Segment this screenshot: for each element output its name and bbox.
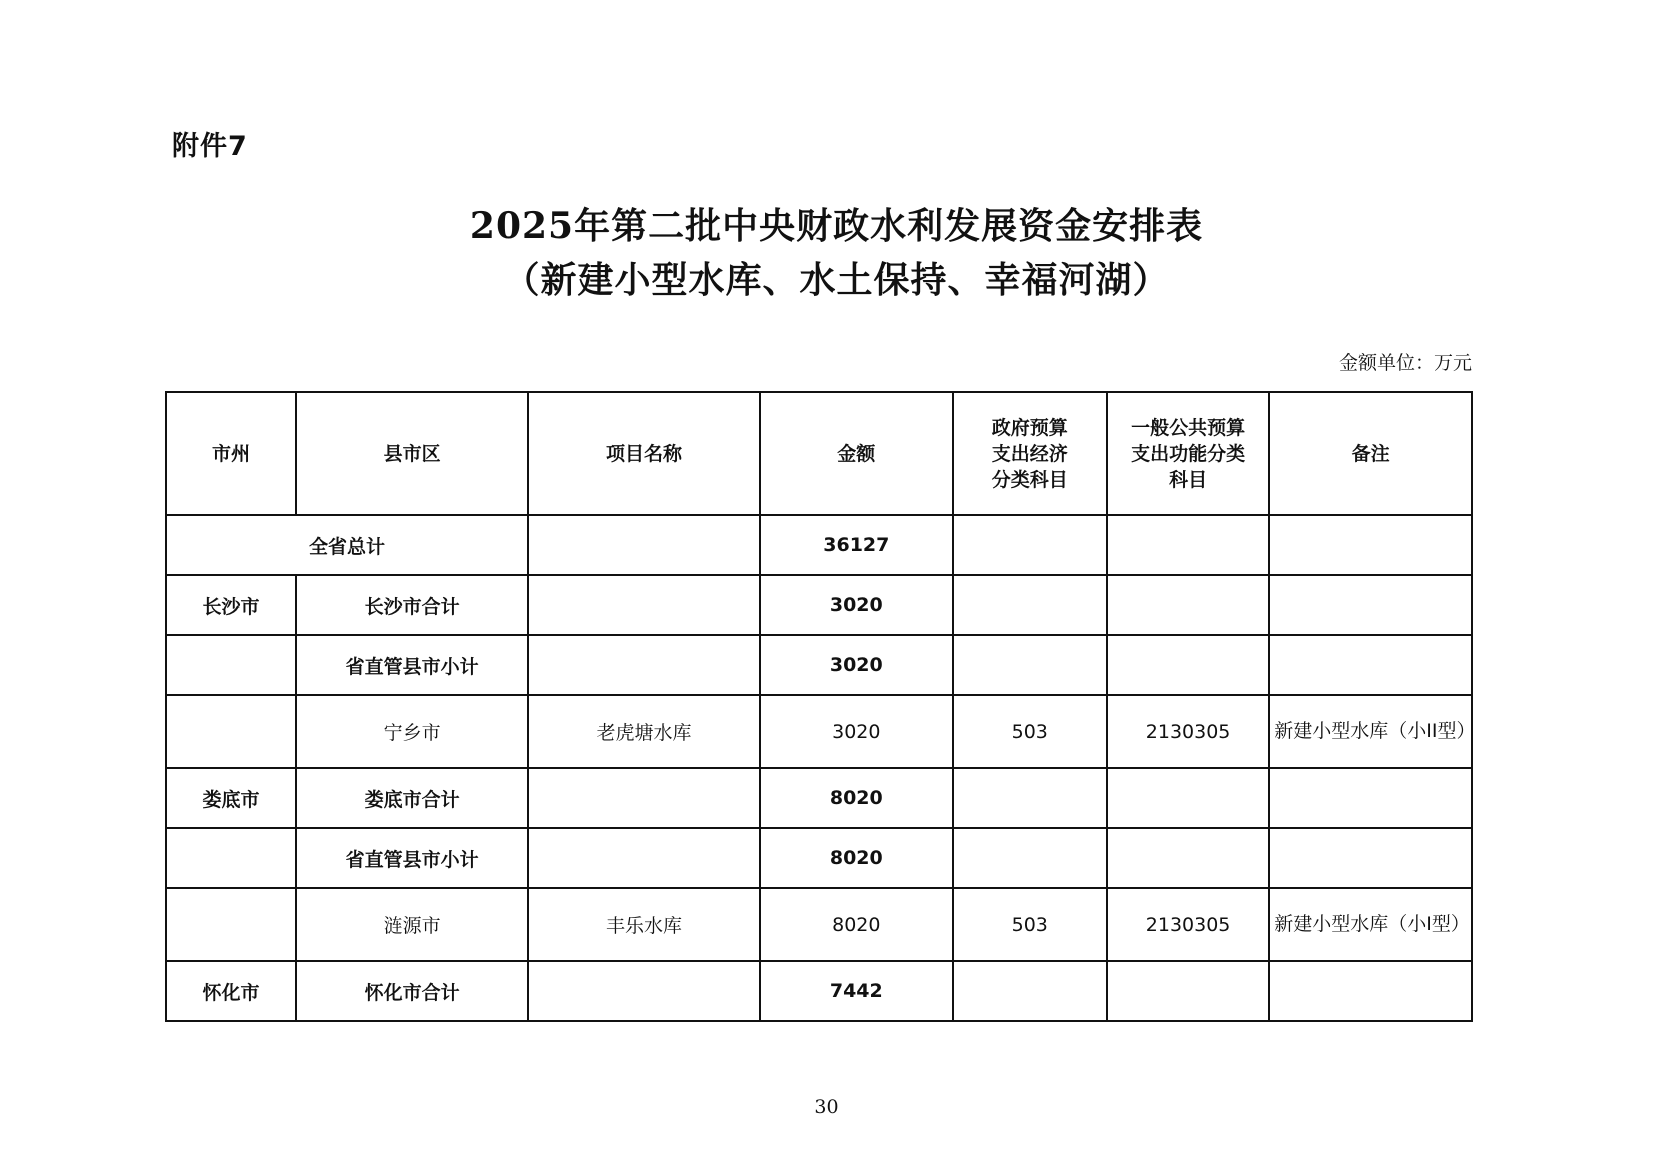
cell-city (166, 828, 296, 888)
header-econ-classification: 政府预算 支出经济 分类科目 (953, 392, 1107, 515)
cell-econ: 503 (953, 695, 1107, 768)
cell-project (528, 635, 760, 695)
cell-county: 长沙市合计 (296, 575, 528, 635)
cell-func (1107, 961, 1269, 1021)
cell-county: 省直管县市小计 (296, 635, 528, 695)
cell-amount: 3020 (760, 635, 953, 695)
cell-note: 新建小型水库（小I型） (1269, 888, 1472, 961)
cell-func (1107, 768, 1269, 828)
cell-county: 宁乡市 (296, 695, 528, 768)
cell-func: 2130305 (1107, 695, 1269, 768)
table-row (166, 575, 1472, 635)
table-row (166, 695, 1472, 768)
cell-amount: 8020 (760, 828, 953, 888)
cell-amount: 8020 (760, 768, 953, 828)
cell-amount: 8020 (760, 888, 953, 961)
page-number: 30 (814, 1096, 839, 1118)
cell-note (1269, 961, 1472, 1021)
header-city: 市州 (166, 392, 296, 515)
cell-econ (953, 575, 1107, 635)
cell-city (166, 695, 296, 768)
cell-econ (953, 828, 1107, 888)
cell-county: 怀化市合计 (296, 961, 528, 1021)
cell-county: 娄底市合计 (296, 768, 528, 828)
table-row (166, 888, 1472, 961)
cell-econ (953, 635, 1107, 695)
table-row (166, 768, 1472, 828)
cell-econ (953, 961, 1107, 1021)
total-project (528, 515, 760, 575)
cell-func (1107, 635, 1269, 695)
cell-city: 长沙市 (166, 575, 296, 635)
cell-city: 娄底市 (166, 768, 296, 828)
total-amount: 36127 (760, 515, 953, 575)
cell-city: 怀化市 (166, 961, 296, 1021)
cell-econ (953, 768, 1107, 828)
cell-project: 老虎塘水库 (528, 695, 760, 768)
allocation-table (165, 391, 1476, 1022)
amount-unit-label: 金额单位：万元 (1338, 352, 1472, 374)
document-title: 2025年第二批中央财政水利发展资金安排表 (469, 205, 1204, 247)
header-project-name: 项目名称 (528, 392, 760, 515)
cell-func (1107, 575, 1269, 635)
cell-econ: 503 (953, 888, 1107, 961)
header-note: 备注 (1269, 392, 1472, 515)
cell-city (166, 635, 296, 695)
cell-note (1269, 575, 1472, 635)
cell-county: 省直管县市小计 (296, 828, 528, 888)
table-row-total (166, 515, 1472, 575)
header-amount: 金额 (760, 392, 953, 515)
cell-note (1269, 635, 1472, 695)
cell-func: 2130305 (1107, 888, 1269, 961)
cell-project (528, 575, 760, 635)
cell-project (528, 828, 760, 888)
table-header-row (166, 392, 1472, 515)
table-row (166, 828, 1472, 888)
cell-county: 涟源市 (296, 888, 528, 961)
header-county: 县市区 (296, 392, 528, 515)
cell-amount: 3020 (760, 695, 953, 768)
attachment-label: 附件7 (172, 131, 248, 162)
cell-func (1107, 828, 1269, 888)
table-row (166, 635, 1472, 695)
cell-note: 新建小型水库（小II型） (1269, 695, 1472, 768)
cell-city (166, 888, 296, 961)
cell-note (1269, 768, 1472, 828)
cell-note (1269, 828, 1472, 888)
cell-amount: 7442 (760, 961, 953, 1021)
table-row (166, 961, 1472, 1021)
cell-project: 丰乐水库 (528, 888, 760, 961)
total-label: 全省总计 (166, 515, 528, 575)
cell-amount: 3020 (760, 575, 953, 635)
header-func-classification: 一般公共预算 支出功能分类 科目 (1107, 392, 1269, 515)
cell-project (528, 961, 760, 1021)
cell-project (528, 768, 760, 828)
document-subtitle: （新建小型水库、水土保持、幸福河湖） (503, 259, 1170, 301)
